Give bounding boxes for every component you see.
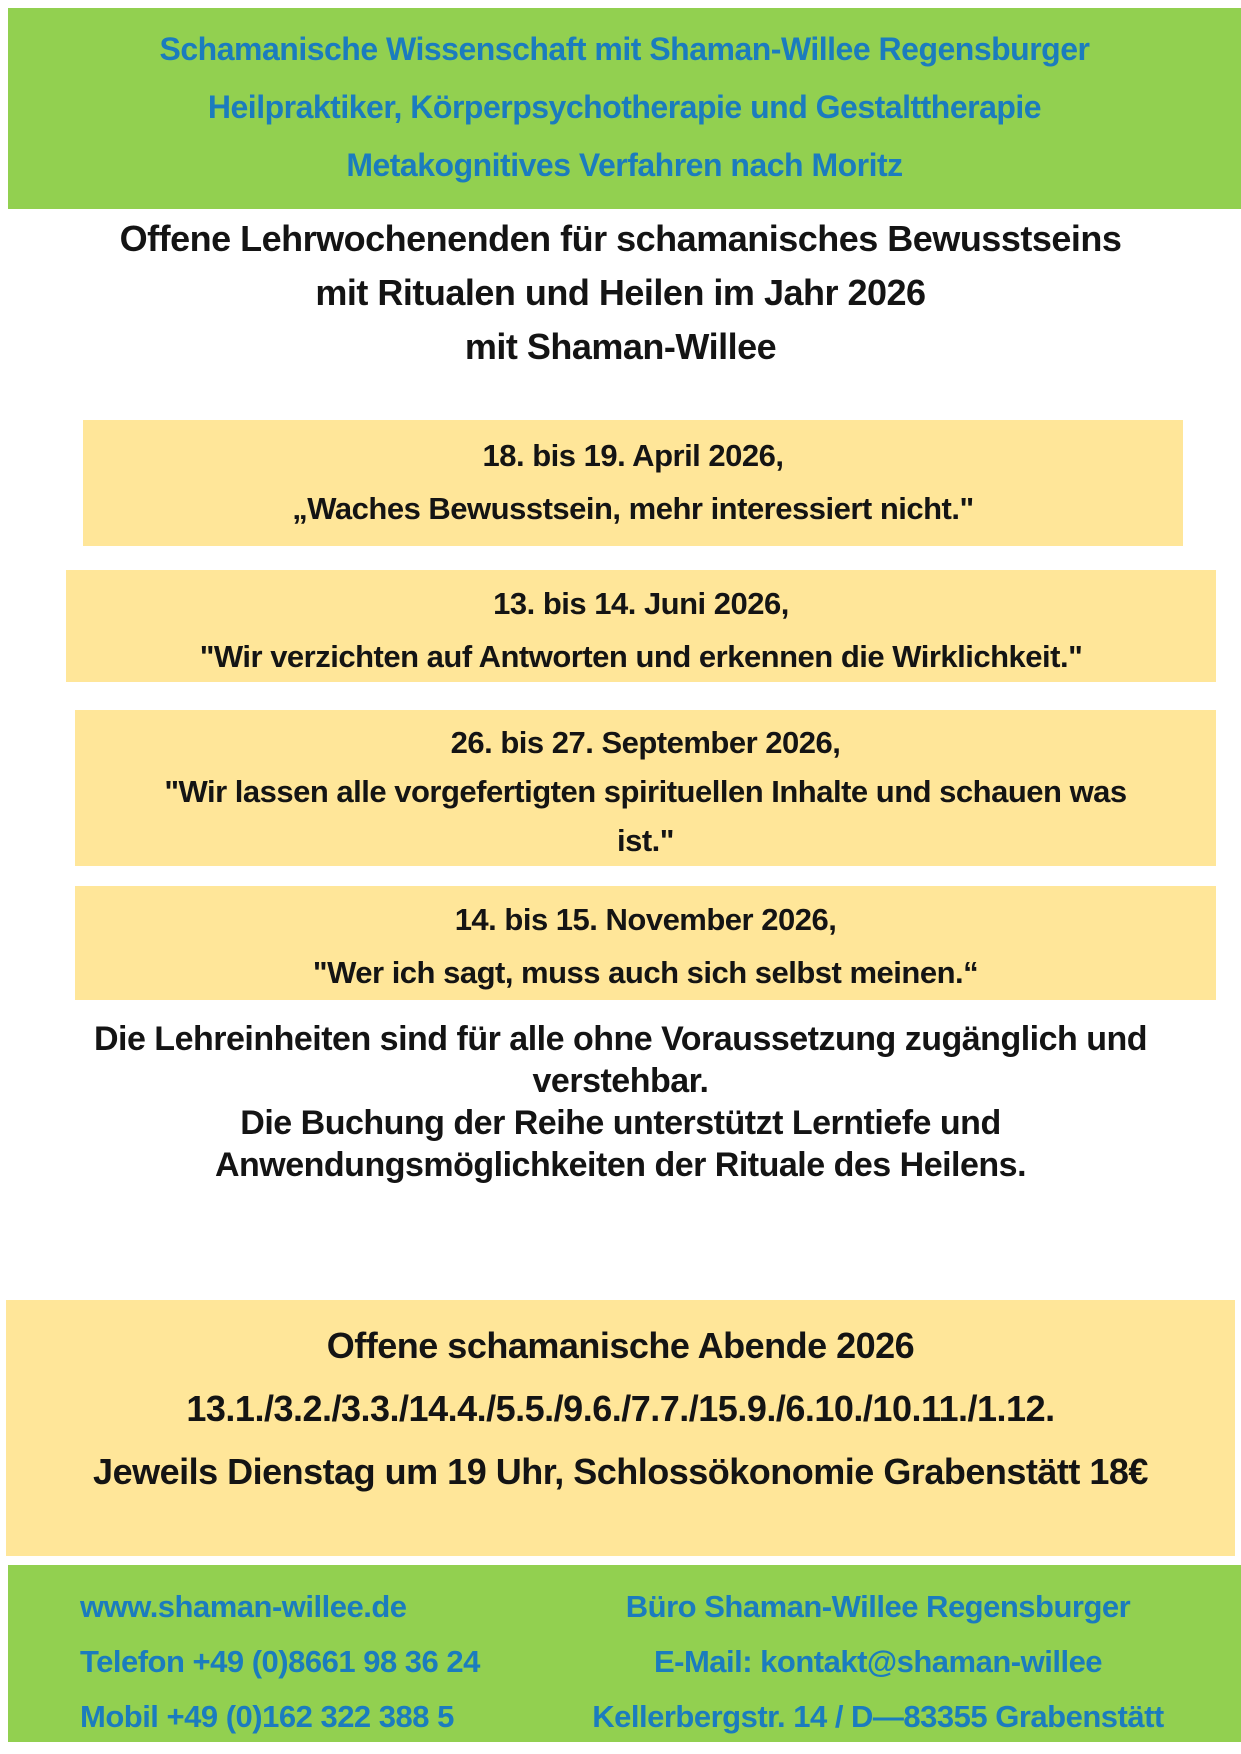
notes-line: Anwendungsmöglichkeiten der Rituale des Heilens.: [214, 1146, 1027, 1184]
event-date: 13. bis 14. Juni 2026,: [493, 586, 789, 621]
event-date: 14. bis 15. November 2026,: [454, 902, 837, 937]
header-band: [8, 8, 1241, 209]
intro-title-line: Offene Lehrwochenenden für schamanisches Bewusstseins: [119, 218, 1122, 259]
event-date: 26. bis 27. September 2026,: [450, 725, 841, 760]
footer-mobile: Mobil +49 (0)162 322 388 5: [80, 1699, 454, 1734]
evenings-details: Jeweils Dienstag um 19 Uhr, Schlossökonomie Grabenstätt 18€: [93, 1451, 1148, 1492]
event-quote: "Wir lassen alle vorgefertigten spirituellen Inhalte und schauen was: [164, 774, 1127, 809]
event-box-november: [75, 886, 1216, 1000]
footer-band: [8, 1565, 1241, 1742]
intro-title-line: mit Shaman-Willee: [464, 326, 777, 367]
header-line-therapies: Heilpraktiker, Körperpsychotherapie und Gestalttherapie: [207, 89, 1042, 125]
footer-email: E-Mail: kontakt@shaman-willee: [653, 1644, 1103, 1679]
header-line-practitioner: Schamanische Wissenschaft mit Shaman-Willee Regensburger: [159, 31, 1090, 67]
header-line-method: Metakognitives Verfahren nach Moritz: [346, 147, 903, 183]
notes-line: Die Buchung der Reihe unterstützt Lerntiefe und: [240, 1104, 1001, 1142]
footer-contact-left: [80, 1579, 480, 1744]
evenings-dates: 13.1./3.2./3.3./14.4./5.5./9.6./7.7./15.9./6.10./10.11./1.12.: [186, 1388, 1055, 1429]
notes-line: Die Lehreinheiten sind für alle ohne Voraussetzung zugänglich und: [93, 1020, 1148, 1058]
footer-address: Kellerbergstr. 14 / D—83355 Grabenstätt: [592, 1699, 1164, 1734]
notes-paragraph: [0, 1018, 1241, 1186]
event-quote: "Wer ich sagt, muss auch sich selbst meinen.“: [312, 955, 979, 990]
notes-line: verstehbar.: [532, 1062, 709, 1100]
footer-office: Büro Shaman-Willee Regensburger: [625, 1589, 1131, 1624]
footer-contact-right: [553, 1579, 1203, 1744]
intro-title-line: mit Ritualen und Heilen im Jahr 2026: [315, 272, 926, 313]
event-quote: "Wir verzichten auf Antworten und erkennen die Wirklichkeit.": [199, 639, 1083, 674]
event-box-june: [66, 570, 1216, 682]
evenings-title: Offene schamanische Abende 2026: [326, 1325, 915, 1366]
event-quote: „Waches Bewusstsein, mehr interessiert nicht.": [292, 491, 974, 526]
event-date: 18. bis 19. April 2026,: [482, 438, 784, 473]
footer-website: www.shaman-willee.de: [80, 1589, 407, 1624]
event-box-september: [75, 710, 1216, 866]
evenings-box: [6, 1300, 1235, 1556]
event-quote: ist.": [617, 823, 674, 858]
event-box-april: [83, 420, 1183, 546]
intro-title: [0, 212, 1241, 374]
footer-telephone: Telefon +49 (0)8661 98 36 24: [80, 1644, 480, 1679]
